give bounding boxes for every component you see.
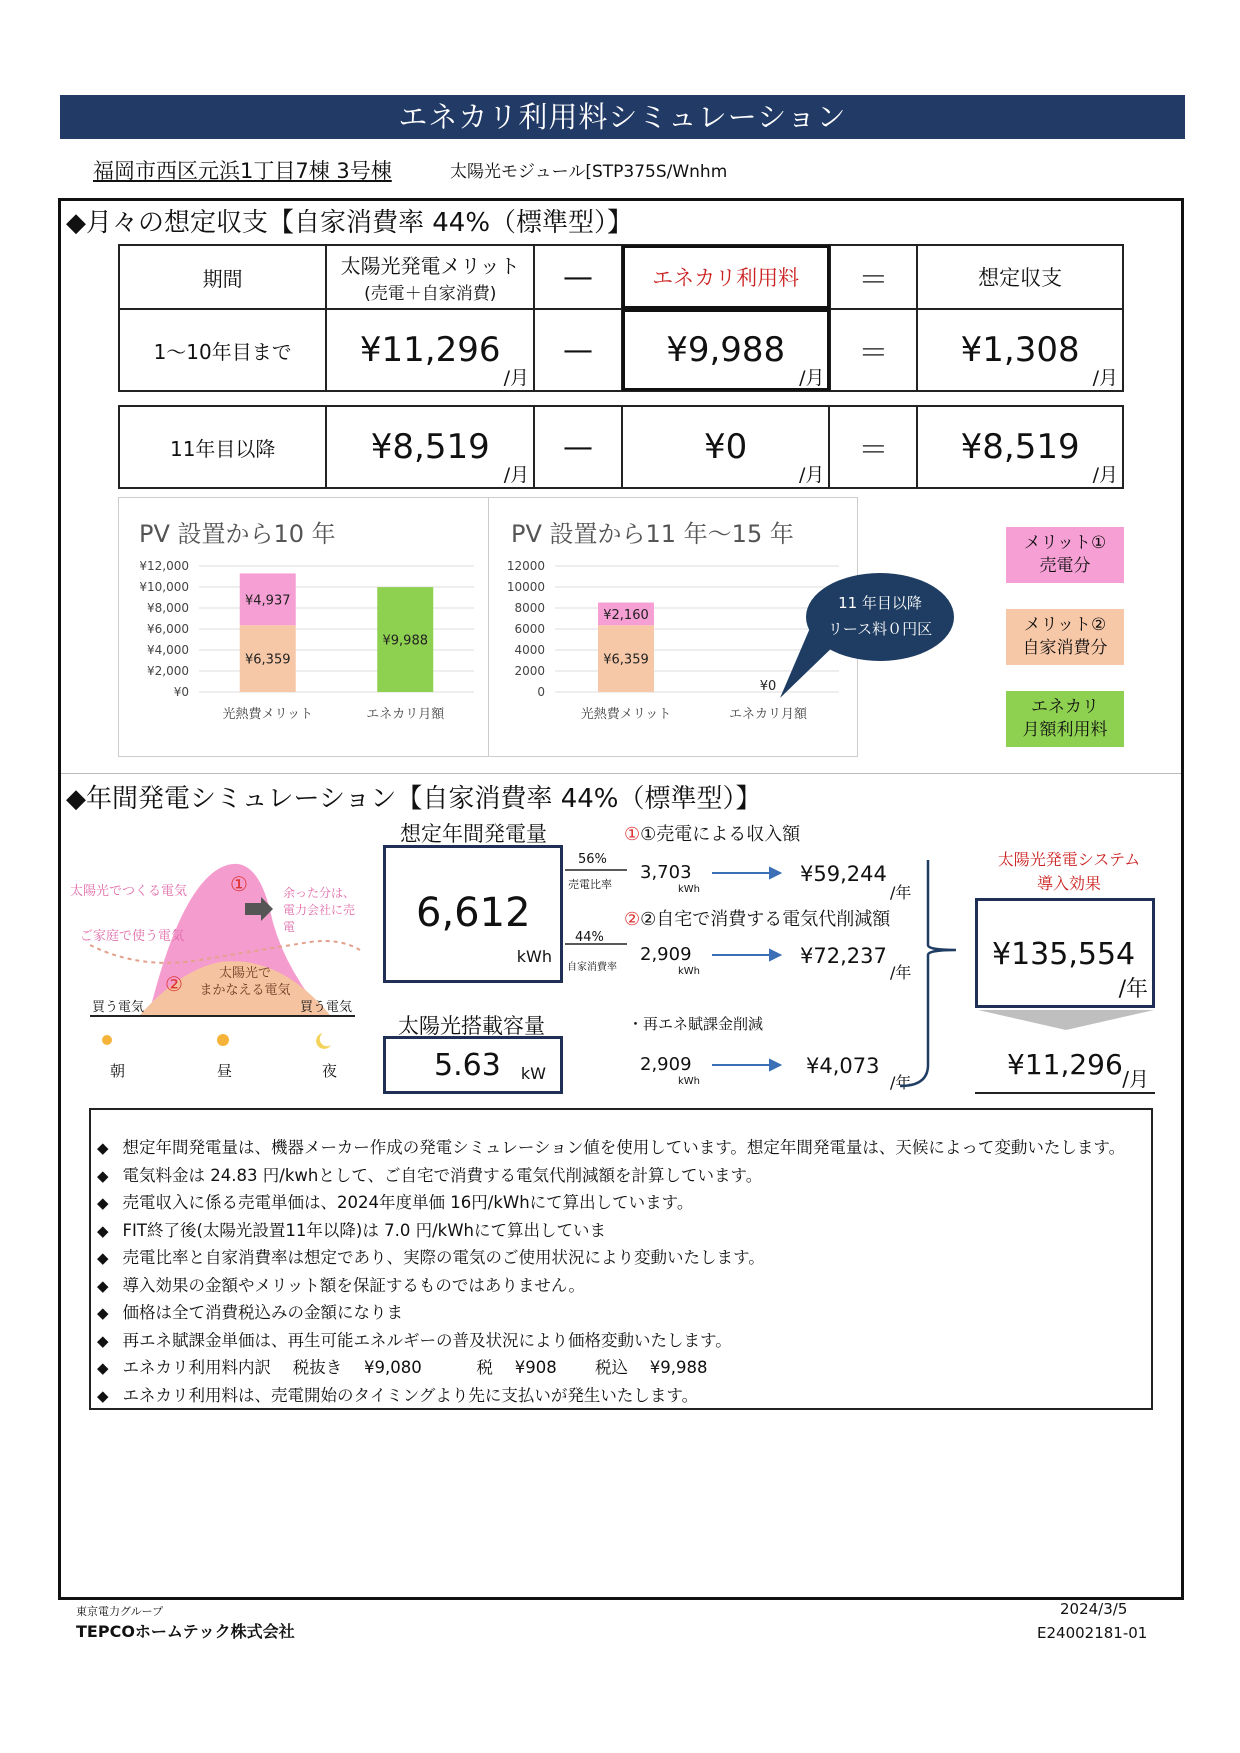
y-tick-label: ¥0 <box>173 685 189 699</box>
data-label: ¥6,359 <box>603 652 649 668</box>
data-label: ¥9,988 <box>382 633 428 649</box>
y-tick-label: 8000 <box>514 601 545 615</box>
label-noon: 昼 <box>217 1062 233 1080</box>
section-divider <box>61 773 1181 774</box>
equals-sign: ＝ <box>830 245 918 309</box>
kwh-unit: kWh <box>678 1076 701 1087</box>
item3-title: ・再エネ賦課金削減 <box>628 1015 764 1033</box>
chart-title: PV 設置から10 年 <box>139 520 336 548</box>
monthly-table <box>118 244 1124 392</box>
y-tick-label: 12000 <box>506 559 545 573</box>
monthly-row-11-plus <box>119 406 1123 488</box>
category-label: エネカリ月額 <box>728 707 808 722</box>
footer-code: E24002181-01 <box>1037 1624 1148 1642</box>
row1-fee: ¥9,988 /月 <box>622 309 830 391</box>
monthly-row-1-10 <box>119 309 1123 391</box>
y-tick-label: ¥8,000 <box>147 601 189 615</box>
header-fee: エネカリ利用料 <box>622 245 830 309</box>
label-buy-left: 買う電気 <box>92 1000 145 1015</box>
y-tick-label: 2000 <box>514 664 545 678</box>
row2-period: 11年目以降 <box>119 406 326 488</box>
minus-sign: — <box>534 406 622 488</box>
label-night: 夜 <box>322 1062 338 1080</box>
monthly-table-after-11 <box>118 405 1124 489</box>
effect-monthly-value: ¥11,296 <box>1007 1048 1123 1081</box>
item3-kwh: 2,909 <box>640 1054 692 1075</box>
note-item: ◆ エネカリ利用料は、売電開始のタイミングより先に支払いが発生いたします。 <box>97 1382 1151 1410</box>
capacity-value: 5.63 <box>434 1048 501 1083</box>
effect-down-arrow <box>978 1010 1154 1030</box>
self-ratio: 44% <box>575 930 604 945</box>
sell-ratio: 56% <box>578 852 607 867</box>
monthly-section-title: ◆月々の想定収支【自家消費率 44%（標準型）】 <box>66 208 634 238</box>
data-label: ¥6,359 <box>245 652 291 668</box>
note-item: ◆ 電気料金は 24.83 円/kwhとして、ご自宅で消費する電気代削減額を計算しています。 <box>97 1162 1151 1190</box>
note-item: ◆ 導入効果の金額やメリット額を保証するものではありません。 <box>97 1272 1151 1300</box>
capacity-unit: kW <box>520 1064 546 1083</box>
row1-period: 1〜10年目まで <box>119 309 326 391</box>
monthly-table-header <box>119 245 1123 309</box>
callout-text: 11 年目以降 リース料０円区 <box>827 594 933 638</box>
item2-yen: ¥72,237 <box>800 944 887 968</box>
header-period: 期間 <box>119 245 326 309</box>
module-model: 太陽光モジュール[STP375S/Wnhm <box>450 162 728 182</box>
num-1-marker: ① <box>230 872 248 896</box>
kwh-unit: kWh <box>678 884 701 895</box>
label-buy-right: 買う電気 <box>300 1000 353 1015</box>
y-tick-label: ¥6,000 <box>147 622 189 636</box>
capacity-label: 太陽光搭載容量 <box>398 1014 545 1038</box>
legend-self: メリット② 自家消費分 <box>1006 609 1124 665</box>
capacity-box <box>383 1036 563 1094</box>
per-month: /月 <box>1122 1067 1149 1091</box>
equals-sign: ＝ <box>829 406 917 488</box>
footer-date: 2024/3/5 <box>1060 1600 1128 1618</box>
minus-sign: — <box>534 309 622 391</box>
label-surplus: 余った分は、電力会社に売電 <box>283 886 356 934</box>
effect-total: ¥135,554 <box>992 937 1136 972</box>
data-label: ¥0 <box>759 679 777 694</box>
gen-unit: kWh <box>516 947 552 966</box>
effect-box <box>975 898 1155 1008</box>
gen-label: 想定年間発電量 <box>400 822 547 846</box>
item1-yen: ¥59,244 <box>800 862 887 886</box>
category-label: 光熱費メリット <box>580 707 672 722</box>
notes-box <box>89 1108 1153 1410</box>
note-item: ◆ エネカリ利用料内訳 税抜き ¥9,080 税 ¥908 税込 ¥9,988 <box>97 1354 1151 1382</box>
legend-fee: エネカリ 月額利用料 <box>1006 691 1124 747</box>
legend-sell: メリット① 売電分 <box>1006 527 1124 583</box>
gen-value: 6,612 <box>416 890 531 936</box>
item2-title: ②②自宅で消費する電気代削減額 <box>624 909 891 930</box>
row1-merit: ¥11,296 /月 <box>326 309 534 391</box>
bar-chart-10yr <box>119 548 489 756</box>
equals-sign: ＝ <box>830 309 918 391</box>
label-self-supply: 太陽光で まかなえる電気 <box>199 966 291 998</box>
per-year: /年 <box>890 883 912 902</box>
kwh-unit: kWh <box>678 966 701 977</box>
y-tick-label: 6000 <box>514 622 545 636</box>
y-tick-label: 10000 <box>506 580 545 594</box>
per-year: /年 <box>1118 977 1148 1002</box>
row2-balance: ¥8,519 /月 <box>917 406 1123 488</box>
data-label: ¥4,937 <box>245 593 291 609</box>
per-year: /年 <box>890 963 912 982</box>
y-tick-label: 4000 <box>514 643 545 657</box>
note-item: ◆ 価格は全て消費税込みの金額になりま <box>97 1299 1151 1327</box>
annual-section-title: ◆年間発電シミュレーション【自家消費率 44%（標準型）】 <box>66 784 762 814</box>
item1-title: ①①売電による収入額 <box>624 824 801 845</box>
label-sun-power: 太陽光でつくる電気 <box>70 884 188 899</box>
note-item: ◆ 売電比率と自家消費率は想定であり、実際の電気のご使用状況により変動いたします。 <box>97 1244 1151 1272</box>
y-tick-label: ¥12,000 <box>139 559 189 573</box>
row1-balance: ¥1,308 /月 <box>917 309 1123 391</box>
note-item: ◆ 想定年間発電量は、機器メーカー作成の発電シミュレーション値を使用しています。想定年間発電量は、天候によって変動いたします。 <box>97 1134 1151 1162</box>
self-ratio-label: 自家消費率 <box>567 962 617 973</box>
sell-ratio-label: 売電比率 <box>568 878 612 891</box>
note-item: ◆ 再エネ賦課金単価は、再生可能エネルギーの普及状況により価格変動いたします。 <box>97 1327 1151 1355</box>
note-item: ◆ FIT終了後(太陽光設置11年以降)は 7.0 円/kWhにて算出していま <box>97 1217 1151 1245</box>
data-label: ¥2,160 <box>603 607 649 623</box>
y-tick-label: ¥2,000 <box>147 664 189 678</box>
num-2-marker: ② <box>165 972 183 996</box>
page-title-banner: エネカリ利用料シミュレーション <box>60 95 1185 139</box>
row2-merit: ¥8,519 /月 <box>326 406 534 488</box>
item1-kwh: 3,703 <box>640 862 692 883</box>
category-label: エネカリ月額 <box>366 707 445 722</box>
minus-sign: — <box>534 245 622 309</box>
arrows-bracket <box>700 860 960 1100</box>
y-tick-label: ¥10,000 <box>139 580 189 594</box>
gen-box <box>383 845 563 983</box>
effect-title: 太陽光発電システム 導入効果 <box>997 850 1141 893</box>
item2-kwh: 2,909 <box>640 944 692 965</box>
chart-title: PV 設置から11 年〜15 年 <box>511 520 794 548</box>
header-merit: 太陽光発電メリット (売電＋自家消費) <box>326 245 534 309</box>
property-address: 福岡市西区元浜1丁目7棟 3号棟 <box>93 159 392 183</box>
label-morning: 朝 <box>110 1062 126 1080</box>
row2-fee: ¥0 /月 <box>622 406 829 488</box>
per-year: /年 <box>890 1073 912 1092</box>
label-home-use: ご家庭で使う電気 <box>80 929 185 944</box>
category-label: 光熱費メリット <box>222 707 313 722</box>
y-tick-label: ¥4,000 <box>147 643 189 657</box>
item3-yen: ¥4,073 <box>806 1054 880 1078</box>
header-balance: 想定収支 <box>917 245 1123 309</box>
effect-monthly <box>975 1044 1155 1094</box>
footer-group: 東京電力グループ <box>76 1605 164 1618</box>
note-item: ◆ 売電収入に係る売電単価は、2024年度単価 16円/kWhにて算出しています。 <box>97 1189 1151 1217</box>
footer-company: TEPCOホームテック株式会社 <box>76 1622 295 1641</box>
chart-panel-10yr <box>118 497 490 757</box>
y-tick-label: 0 <box>537 685 545 699</box>
